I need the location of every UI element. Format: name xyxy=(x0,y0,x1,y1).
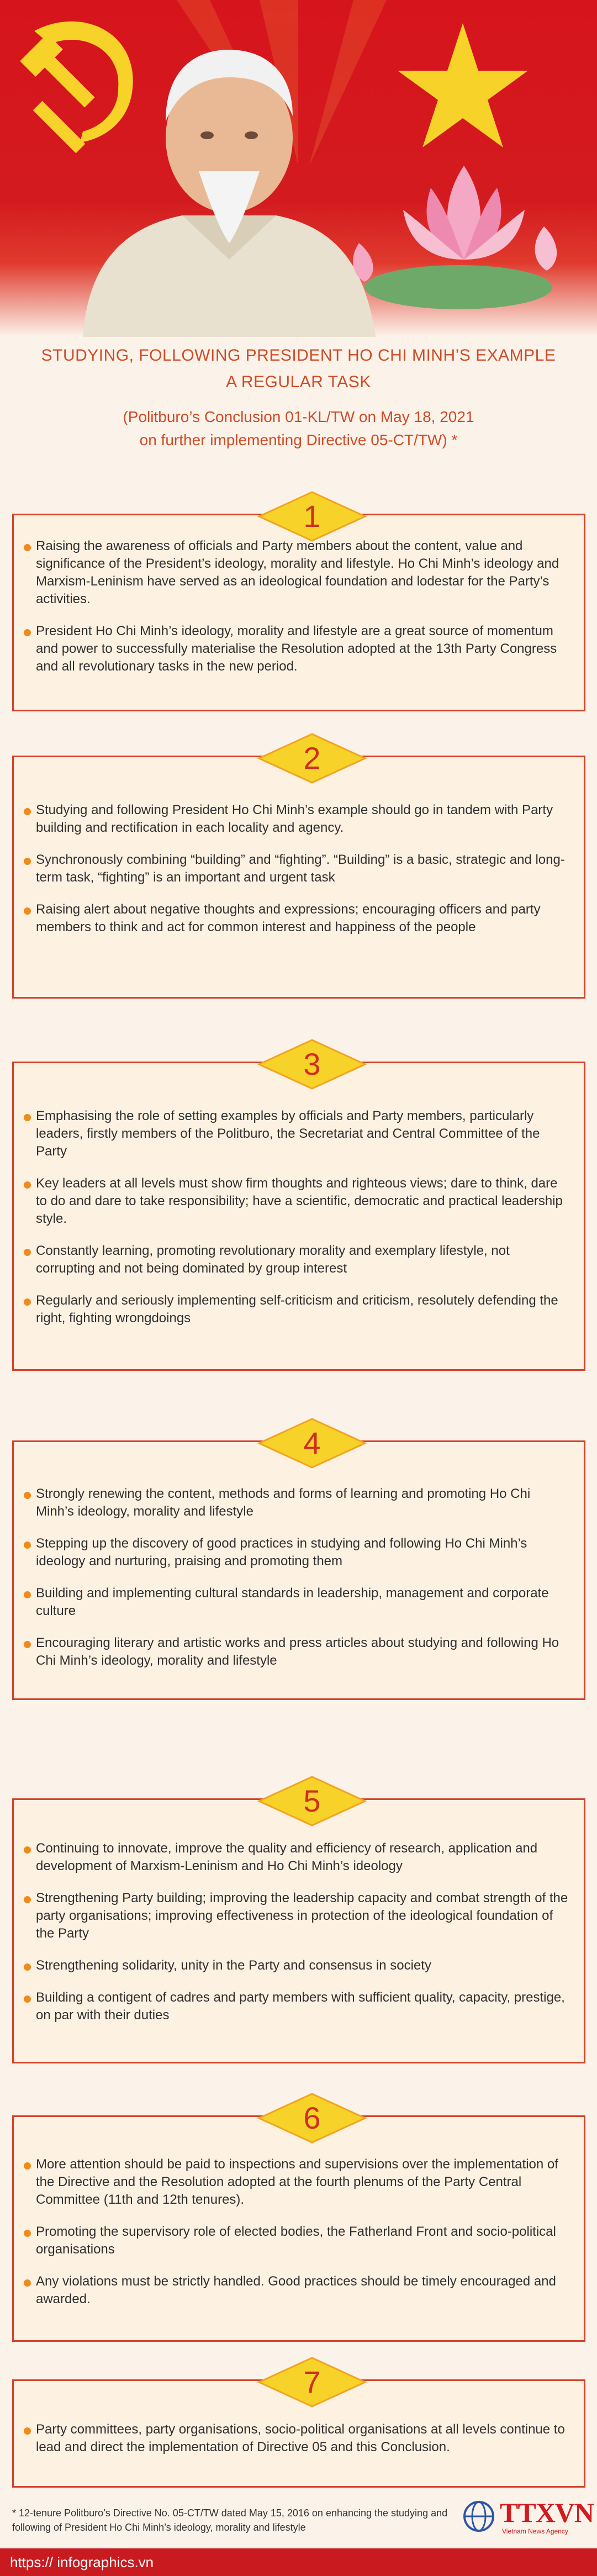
bottom-bar xyxy=(0,2548,597,2576)
page-title-line2: A REGULAR TASK xyxy=(226,373,371,391)
section-7 xyxy=(12,2364,585,2488)
list-item: Party committees, party organisations, socio-political organisations at all levels continue to lead and direct the implementation of Directive 05 and this Conclusion. xyxy=(24,2421,572,2456)
section-4 xyxy=(12,1426,585,1700)
section-number: 6 xyxy=(303,2100,321,2135)
hammer-sickle-icon xyxy=(20,22,133,154)
logo-text: TTXVN xyxy=(500,2497,594,2528)
list-item: Emphasising the role of setting examples by officials and Party members, particularly leaders, firstly members of the Politburo, the Secretariat and Central Committee of the Party xyxy=(24,1107,572,1160)
list-item: President Ho Chi Minh’s ideology, morality and lifestyle are a great source of momentum and power to successfully materialise the Resolution adopted at the 13th Party Congress and all revolutionary tasks in the new period. xyxy=(24,622,572,675)
list-item: Strongly renewing the content, methods and forms of learning and promoting Ho Chi Minh’s ideology, morality and lifestyle xyxy=(24,1485,572,1521)
section-badge xyxy=(251,490,373,543)
section-badge xyxy=(251,1417,373,1470)
list-item: Synchronously combining “building” and “fighting”. “Building” is a basic, strategic and long-term task, “fighting” is an important and urgent task xyxy=(24,851,572,886)
list-item: Studying and following President Ho Chi Minh’s example should go in tandem with Party building and rectification in each locality and agency. xyxy=(24,801,572,837)
section-number: 3 xyxy=(303,1047,321,1081)
logo-subtitle: Vietnam News Agency xyxy=(502,2527,568,2535)
list-item: Any violations must be strictly handled. Good practices should be timely encouraged and awarded. xyxy=(24,2273,572,2308)
list-item: More attention should be paid to inspections and supervisions over the implementation of the Directive and the Resolution adopted at the fourth plenums of the Party Central Committee (11th and 12th tenures). xyxy=(24,2156,572,2209)
list-item: Building and implementing cultural standards in leadership, management and corporate culture xyxy=(24,1585,572,1620)
site-link[interactable]: https:// infographics.vn xyxy=(10,2554,154,2570)
section-number: 7 xyxy=(303,2364,321,2399)
list-item: Raising the awareness of officials and Party members about the content, value and significance of the President’s ideology, morality and lifestyle. Ho Chi Minh’s ideology and Marxism-Leninism have served as an ideological foundation and lodestar for the Party’s activities. xyxy=(24,537,572,608)
item-list xyxy=(24,2421,572,2456)
item-list xyxy=(24,2156,572,2308)
section-badge xyxy=(251,2092,373,2145)
title-block xyxy=(0,342,597,452)
list-item: Stepping up the discovery of good practices in studying and following Ho Chi Minh’s ideology and nurturing, praising and promoting them xyxy=(24,1535,572,1570)
list-item: Key leaders at all levels must show firm thoughts and righteous views; dare to think, dare to do and dare to take responsibility; have a scientific, democratic and practical leadership style. xyxy=(24,1175,572,1228)
list-item: Regularly and seriously implementing self-criticism and criticism, resolutely defending the right, fighting wrongdoings xyxy=(24,1292,572,1327)
section-2 xyxy=(12,741,585,999)
ttxvn-logo xyxy=(461,2495,594,2540)
star-icon xyxy=(398,23,528,147)
section-5 xyxy=(12,1783,585,2063)
section-3 xyxy=(12,1047,585,1371)
header-banner xyxy=(0,0,597,337)
item-list xyxy=(24,1840,572,2024)
list-item: Strengthening solidarity, unity in the Party and consensus in society xyxy=(24,1957,572,1975)
list-item: Constantly learning, promoting revolutionary morality and exemplary lifestyle, not corrupting and not being dominated by group interest xyxy=(24,1242,572,1278)
section-number: 4 xyxy=(303,1426,321,1460)
globe-icon xyxy=(461,2499,496,2534)
section-badge xyxy=(251,1038,373,1091)
item-list xyxy=(24,1485,572,1670)
list-item: Continuing to innovate, improve the quality and efficiency of research, application and development of Marxism-Leninism and Ho Chi Minh’s ideology xyxy=(24,1840,572,1875)
lotus-icon xyxy=(353,166,557,309)
item-list xyxy=(24,1107,572,1327)
section-number: 5 xyxy=(303,1783,321,1818)
section-badge xyxy=(251,1775,373,1828)
section-number: 1 xyxy=(303,499,321,534)
page-title: STUDYING, FOLLOWING PRESIDENT HO CHI MINH’S EXAMPLE xyxy=(41,346,556,365)
banner-art xyxy=(0,0,597,337)
list-item: Raising alert about negative thoughts and expressions; encouraging officers and party members to think and act for common interest and happiness of the people xyxy=(24,901,572,936)
footnote: * 12-tenure Politburo’s Directive No. 05-CT/TW dated May 15, 2016 on enhancing the studying and following of President Ho Chi Minh’s ideology, morality and lifestyle xyxy=(12,2508,448,2533)
section-number: 2 xyxy=(303,741,321,775)
subtitle-line2: on further implementing Directive 05-CT/TW) * xyxy=(139,431,458,448)
list-item: Strengthening Party building; improving the leadership capacity and combat strength of the party organisations; improving effectiveness in protection of the ideological foundation of the Party xyxy=(24,1889,572,1942)
subtitle: (Politburo’s Conclusion 01-KL/TW on May 18, 2021 xyxy=(123,408,474,425)
list-item: Promoting the supervisory role of elected bodies, the Fatherland Front and socio-political organisations xyxy=(24,2223,572,2258)
section-badge xyxy=(251,732,373,785)
list-item: Encouraging literary and artistic works and press articles about studying and following Ho Chi Minh’s ideology, morality and lifestyle xyxy=(24,1634,572,1670)
section-badge xyxy=(251,2356,373,2409)
section-6 xyxy=(12,2100,585,2342)
list-item: Building a contigent of cadres and party members with sufficient quality, capacity, prestige, on par with their duties xyxy=(24,1989,572,2024)
section-1 xyxy=(12,499,585,711)
item-list xyxy=(24,801,572,936)
item-list xyxy=(24,537,572,675)
